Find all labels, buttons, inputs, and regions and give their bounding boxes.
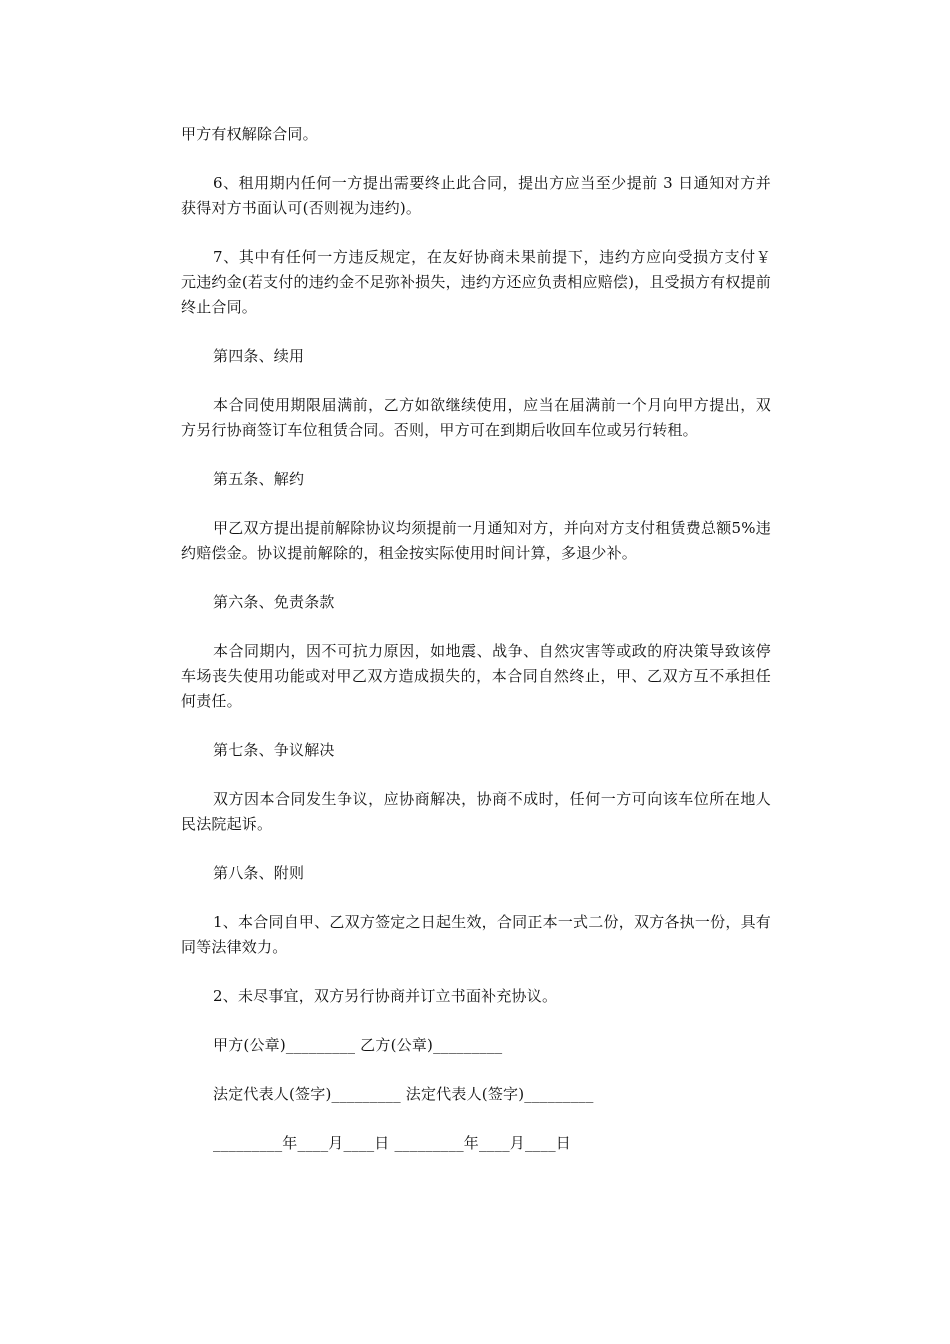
signature-date-line: _________年____月____日 _________年____月____日 <box>213 1134 571 1152</box>
section-heading-dispute: 第七条、争议解决 <box>213 741 335 759</box>
document-body <box>181 122 771 1180</box>
paragraph-supplementary-1: 1、本合同自甲、乙双方签定之日起生效，合同正本一式二份，双方各执一份，具有同等法律效力。 <box>181 913 771 956</box>
paragraph-termination: 甲乙双方提出提前解除协议均须提前一月通知对方，并向对方支付租赁费总额5%违约赔偿金。协议提前解除的，租金按实际使用时间计算，多退少补。 <box>181 519 771 562</box>
paragraph-exemption: 本合同期内，因不可抗力原因，如地震、战争、自然灾害等或政的府决策导致该停车场丧失使用功能或对甲乙双方造成损失的，本合同自然终止，甲、乙双方互不承担任何责任。 <box>181 642 771 710</box>
section-heading-termination: 第五条、解约 <box>213 470 305 488</box>
paragraph-continuation: 甲方有权解除合同。 <box>181 125 318 143</box>
section-heading-supplementary: 第八条、附则 <box>213 864 305 882</box>
signature-representative-line: 法定代表人(签字)_________ 法定代表人(签字)_________ <box>213 1085 594 1103</box>
paragraph-renewal: 本合同使用期限届满前，乙方如欲继续使用，应当在届满前一个月向甲方提出，双方另行协商签订车位租赁合同。否则，甲方可在到期后收回车位或另行转租。 <box>181 396 771 439</box>
paragraph-clause-6: 6、租用期内任何一方提出需要终止此合同，提出方应当至少提前 3 日通知对方并获得对方书面认可(否则视为违约)。 <box>181 174 771 217</box>
paragraph-dispute: 双方因本合同发生争议，应协商解决，协商不成时，任何一方可向该车位所在地人民法院起诉。 <box>181 790 771 833</box>
section-heading-exemption: 第六条、免责条款 <box>213 593 335 611</box>
paragraph-supplementary-2: 2、未尽事宜，双方另行协商并订立书面补充协议。 <box>213 987 558 1005</box>
paragraph-clause-7: 7、其中有任何一方违反规定，在友好协商未果前提下，违约方应向受损方支付￥ 元违约金(若支付的违约金不足弥补损失，违约方还应负责相应赔偿)，且受损方有权提前终止合同。 <box>181 248 771 316</box>
signature-seal-line: 甲方(公章)_________ 乙方(公章)_________ <box>213 1036 503 1054</box>
section-heading-renewal: 第四条、续用 <box>213 347 305 365</box>
